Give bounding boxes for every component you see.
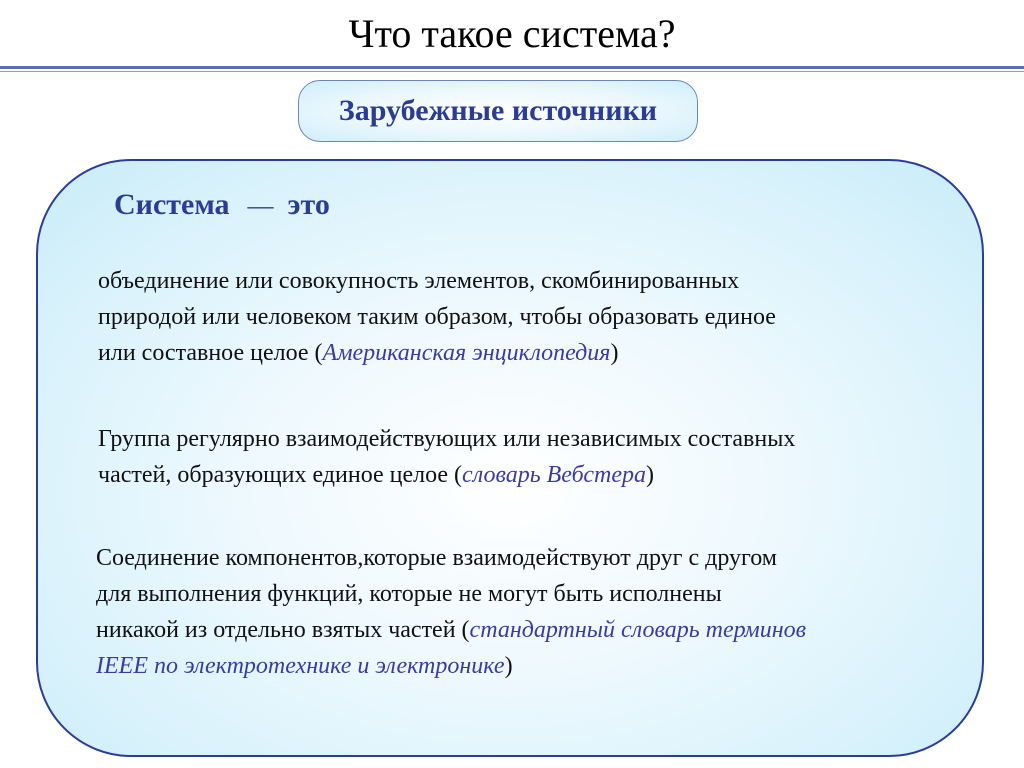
subtitle-box [298,80,698,142]
title-divider [0,66,1024,69]
definition-line: объединение или совокупность элементов, скомбинированных [98,268,740,294]
definition-word: это [287,188,330,221]
citation-source: Американская энциклопедия [322,340,611,366]
definition-webster [98,421,948,493]
citation-source: стандартный словарь терминов [469,617,807,643]
definition-line: никакой из отдельно взятых частей ( [96,617,470,643]
slide-title: Что такое система? [348,11,676,56]
citation-close: ) [646,462,655,488]
citation-source: словарь Вебстера [462,462,647,488]
citation-close: ) [504,653,513,679]
definition-line: Группа регулярно взаимодействующих или независимых составных [98,426,796,452]
definition-line: для выполнения функций, которые не могут быть исполнены [96,581,722,607]
definition-line: частей, образующих единое целое ( [98,462,463,488]
definition-line: Соединение компонентов,которые взаимодействуют друг с другом [96,545,777,571]
definition-dash: — [247,191,274,220]
title-divider-thin [0,71,1024,72]
citation-source: IEEE по электротехнике и электронике [96,653,505,679]
definition-line: природой или человеком таким образом, чтобы образовать единое [98,304,776,330]
definition-term: Система [114,188,230,221]
definition-ieee [96,540,956,684]
subtitle-text: Зарубежные источники [338,94,658,127]
definition-american-encyclopedia [98,263,928,371]
definition-heading [114,188,330,222]
definition-line: или составное целое ( [98,340,323,366]
citation-close: ) [610,340,619,366]
